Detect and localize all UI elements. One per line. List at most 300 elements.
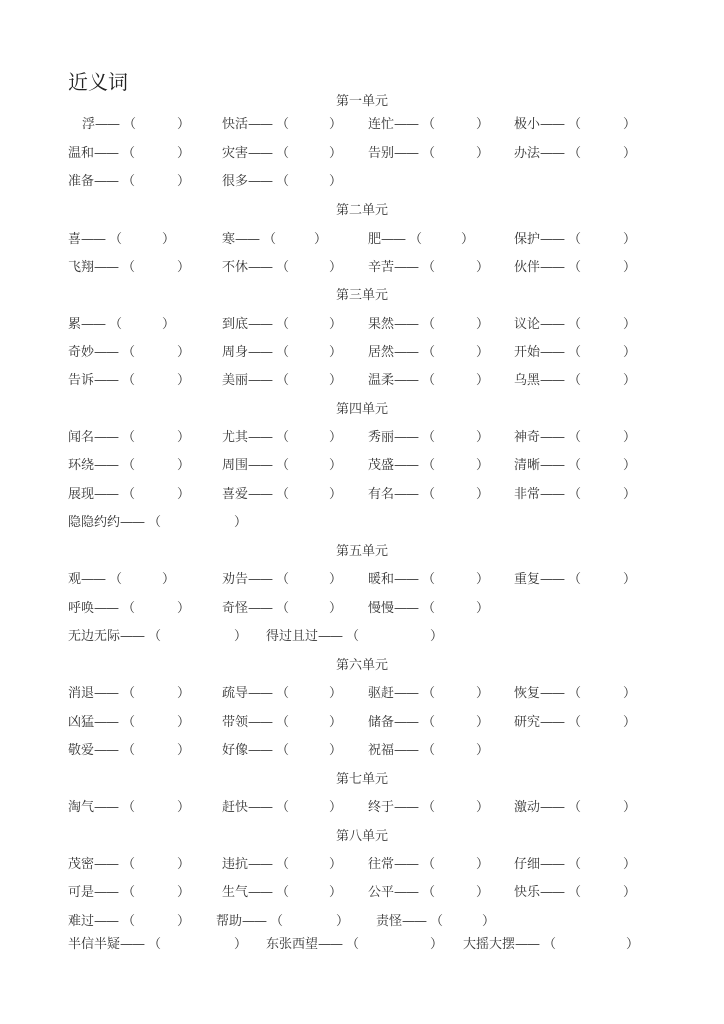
answer-blank-close: ） (430, 629, 444, 644)
answer-blank-close: ） (177, 146, 191, 161)
dash: —— (540, 487, 565, 502)
word: 果然 (368, 317, 395, 332)
answer-blank-open[interactable]: （ (122, 857, 136, 872)
answer-blank-close: ） (177, 458, 191, 473)
answer-blank-open[interactable]: （ (422, 117, 436, 132)
word: 有名 (368, 487, 395, 502)
answer-blank-open[interactable]: （ (422, 373, 436, 388)
answer-blank-close: ） (329, 885, 343, 900)
dash: —— (248, 317, 273, 332)
word: 大摇大摆 (463, 937, 516, 952)
word: 敬爱 (68, 743, 95, 758)
word: 闻名 (68, 430, 95, 445)
answer-blank-close: ） (476, 857, 490, 872)
answer-blank-open[interactable]: （ (276, 117, 290, 132)
answer-blank-close: ） (162, 232, 176, 247)
answer-blank-close: ） (623, 117, 637, 132)
synonym-item (368, 682, 494, 701)
word: 凶猛 (68, 715, 95, 730)
dash: —— (248, 686, 273, 701)
word: 展现 (68, 487, 95, 502)
answer-blank-close: ） (177, 885, 191, 900)
dash: —— (248, 458, 273, 473)
answer-blank-close: ） (329, 260, 343, 275)
synonym-item (514, 454, 641, 473)
synonym-item (376, 910, 500, 929)
word: 清晰 (514, 458, 541, 473)
answer-blank-open[interactable]: （ (109, 232, 123, 247)
dash: —— (120, 629, 145, 644)
synonym-item (222, 711, 347, 730)
answer-blank-open[interactable]: （ (422, 686, 436, 701)
synonym-item (68, 853, 195, 872)
answer-blank-open[interactable]: （ (568, 487, 582, 502)
answer-blank-open[interactable]: （ (122, 715, 136, 730)
answer-blank-close: ） (329, 572, 343, 587)
answer-blank-open[interactable]: （ (409, 232, 423, 247)
answer-blank-close: ） (623, 885, 637, 900)
synonym-item (368, 228, 479, 247)
word: 不休 (222, 260, 249, 275)
answer-blank-open[interactable]: （ (568, 146, 582, 161)
answer-blank-open[interactable]: （ (276, 715, 290, 730)
word: 温和 (68, 146, 95, 161)
answer-blank-open[interactable]: （ (276, 430, 290, 445)
answer-blank-open[interactable]: （ (122, 914, 136, 929)
answer-blank-open[interactable]: （ (422, 715, 436, 730)
answer-blank-close: ） (177, 345, 191, 360)
answer-blank-open[interactable]: （ (422, 260, 436, 275)
synonym-item (222, 568, 347, 587)
word: 责怪 (376, 914, 403, 929)
answer-blank-open[interactable]: （ (422, 317, 436, 332)
synonym-item (368, 142, 494, 161)
answer-blank-open[interactable]: （ (122, 458, 136, 473)
answer-blank-open[interactable]: （ (122, 686, 136, 701)
synonym-item (514, 341, 641, 360)
dash: —— (540, 373, 565, 388)
synonym-item (514, 568, 641, 587)
word: 乌黑 (514, 373, 541, 388)
answer-blank-close: ） (476, 458, 490, 473)
answer-blank-close: ） (336, 914, 350, 929)
synonym-item (222, 454, 347, 473)
unit-heading: 第三单元 (335, 288, 388, 303)
word: 喜 (68, 232, 82, 247)
answer-blank-close: ） (476, 117, 490, 132)
answer-blank-close: ） (461, 232, 475, 247)
word: 公平 (368, 885, 395, 900)
dash: —— (394, 487, 419, 502)
synonym-item (222, 228, 332, 247)
answer-blank-open[interactable]: （ (568, 857, 582, 872)
word: 快乐 (514, 885, 541, 900)
word: 神奇 (514, 430, 541, 445)
synonym-item (514, 256, 641, 275)
dash: —— (540, 800, 565, 815)
dash: —— (248, 174, 273, 189)
dash: —— (94, 430, 119, 445)
synonym-item (68, 454, 195, 473)
synonym-item (68, 142, 195, 161)
word: 呼唤 (68, 601, 95, 616)
synonym-item (222, 483, 347, 502)
answer-blank-close: ） (329, 174, 343, 189)
answer-blank-open[interactable]: （ (568, 458, 582, 473)
word: 浮 (82, 117, 96, 132)
answer-blank-open[interactable]: （ (122, 373, 136, 388)
word: 周身 (222, 345, 249, 360)
dash: —— (81, 232, 106, 247)
unit-heading: 第二单元 (335, 203, 388, 218)
answer-blank-close: ） (623, 345, 637, 360)
answer-blank-open[interactable]: （ (123, 117, 137, 132)
synonym-item (68, 256, 195, 275)
dash: —— (394, 345, 419, 360)
answer-blank-open[interactable]: （ (568, 715, 582, 730)
answer-blank-open[interactable]: （ (276, 572, 290, 587)
answer-blank-close: ） (329, 317, 343, 332)
dash: —— (540, 232, 565, 247)
answer-blank-close: ） (476, 885, 490, 900)
synonym-item (222, 256, 347, 275)
answer-blank-close: ） (430, 937, 444, 952)
synonym-item (368, 739, 494, 758)
unit-heading: 第一单元 (335, 94, 388, 109)
answer-blank-open[interactable]: （ (122, 430, 136, 445)
synonym-item (68, 341, 195, 360)
answer-blank-open[interactable]: （ (122, 885, 136, 900)
answer-blank-open[interactable]: （ (568, 373, 582, 388)
answer-blank-close: ） (329, 857, 343, 872)
answer-blank-close: ） (177, 914, 191, 929)
word: 得过且过 (266, 629, 319, 644)
synonym-item (368, 256, 494, 275)
answer-blank-close: ） (623, 430, 637, 445)
word: 快活 (222, 117, 249, 132)
answer-blank-open[interactable]: （ (122, 601, 136, 616)
answer-blank-close: ） (329, 686, 343, 701)
answer-blank-close: ） (623, 857, 637, 872)
answer-blank-close: ） (329, 601, 343, 616)
answer-blank-open[interactable]: （ (276, 857, 290, 872)
synonym-item (514, 682, 641, 701)
answer-blank-open[interactable]: （ (422, 487, 436, 502)
synonym-item (368, 597, 494, 616)
synonym-item (222, 682, 347, 701)
dash: —— (94, 800, 119, 815)
synonym-item (514, 796, 641, 815)
answer-blank-open[interactable]: （ (122, 345, 136, 360)
synonym-item (222, 796, 347, 815)
dash: —— (540, 117, 565, 132)
word: 开始 (514, 345, 541, 360)
dash: —— (394, 715, 419, 730)
dash: —— (235, 232, 260, 247)
answer-blank-open[interactable]: （ (276, 317, 290, 332)
answer-blank-open[interactable]: （ (276, 345, 290, 360)
dash: —— (248, 373, 273, 388)
answer-blank-open[interactable]: （ (568, 686, 582, 701)
answer-blank-open[interactable]: （ (148, 515, 162, 530)
dash: —— (94, 345, 119, 360)
word: 办法 (514, 146, 541, 161)
answer-blank-open[interactable]: （ (109, 317, 123, 332)
synonym-item (368, 853, 494, 872)
dash: —— (248, 743, 273, 758)
answer-blank-open[interactable]: （ (276, 174, 290, 189)
word: 告别 (368, 146, 395, 161)
answer-blank-close: ） (177, 260, 191, 275)
synonym-item (68, 881, 195, 900)
answer-blank-open[interactable]: （ (422, 800, 436, 815)
word: 茂盛 (368, 458, 395, 473)
synonym-item (368, 313, 494, 332)
answer-blank-open[interactable]: （ (422, 572, 436, 587)
synonym-item (68, 597, 195, 616)
dash: —— (248, 601, 273, 616)
dash: —— (94, 857, 119, 872)
answer-blank-open[interactable]: （ (276, 885, 290, 900)
answer-blank-open[interactable]: （ (276, 601, 290, 616)
synonym-item (68, 228, 180, 247)
answer-blank-close: ） (476, 572, 490, 587)
answer-blank-close: ） (177, 601, 191, 616)
answer-blank-close: ） (177, 857, 191, 872)
answer-blank-close: ） (162, 572, 176, 587)
dash: —— (248, 487, 273, 502)
answer-blank-open[interactable]: （ (276, 260, 290, 275)
dash: —— (94, 715, 119, 730)
dash: —— (394, 146, 419, 161)
answer-blank-close: ） (177, 800, 191, 815)
dash: —— (515, 937, 540, 952)
synonym-item (68, 933, 252, 952)
answer-blank-close: ） (482, 914, 496, 929)
word: 累 (68, 317, 82, 332)
dash: —— (540, 345, 565, 360)
word: 难过 (68, 914, 95, 929)
word: 连忙 (368, 117, 395, 132)
answer-blank-close: ） (314, 232, 328, 247)
word: 储备 (368, 715, 395, 730)
word: 到底 (222, 317, 249, 332)
answer-blank-close: ） (329, 430, 343, 445)
answer-blank-open[interactable]: （ (568, 572, 582, 587)
answer-blank-open[interactable]: （ (568, 885, 582, 900)
dash: —— (248, 117, 273, 132)
word: 隐隐约约 (68, 515, 121, 530)
answer-blank-close: ） (177, 743, 191, 758)
word: 保护 (514, 232, 541, 247)
answer-blank-open[interactable]: （ (422, 458, 436, 473)
answer-blank-open[interactable]: （ (276, 458, 290, 473)
answer-blank-open[interactable]: （ (568, 260, 582, 275)
synonym-item (463, 933, 644, 952)
word: 好像 (222, 743, 249, 758)
synonym-item (266, 933, 448, 952)
synonym-item (368, 881, 494, 900)
dash: —— (248, 800, 273, 815)
answer-blank-open[interactable]: （ (276, 743, 290, 758)
answer-blank-open[interactable]: （ (270, 914, 284, 929)
synonym-item (514, 426, 641, 445)
answer-blank-close: ） (177, 174, 191, 189)
dash: —— (94, 373, 119, 388)
synonym-item (222, 369, 347, 388)
synonym-item (68, 711, 195, 730)
synonym-item (68, 313, 180, 332)
answer-blank-close: ） (476, 601, 490, 616)
dash: —— (94, 458, 119, 473)
dash: —— (394, 260, 419, 275)
answer-blank-open[interactable]: （ (422, 857, 436, 872)
synonym-item (368, 796, 494, 815)
dash: —— (248, 430, 273, 445)
word: 尤其 (222, 430, 249, 445)
answer-blank-open[interactable]: （ (422, 885, 436, 900)
answer-blank-open[interactable]: （ (346, 937, 360, 952)
word: 研究 (514, 715, 541, 730)
answer-blank-close: ） (234, 515, 248, 530)
unit-heading: 第六单元 (335, 658, 388, 673)
answer-blank-close: ） (623, 800, 637, 815)
answer-blank-close: ） (476, 260, 490, 275)
dash: —— (94, 686, 119, 701)
unit-heading: 第五单元 (335, 544, 388, 559)
dash: —— (394, 373, 419, 388)
word: 寒 (222, 232, 236, 247)
answer-blank-open[interactable]: （ (122, 800, 136, 815)
synonym-item (368, 454, 494, 473)
answer-blank-open[interactable]: （ (148, 629, 162, 644)
dash: —— (248, 345, 273, 360)
synonym-item (222, 739, 347, 758)
dash: —— (94, 487, 119, 502)
word: 生气 (222, 885, 249, 900)
dash: —— (394, 885, 419, 900)
answer-blank-open[interactable]: （ (422, 430, 436, 445)
word: 带领 (222, 715, 249, 730)
synonym-item (222, 142, 347, 161)
word: 极小 (514, 117, 541, 132)
answer-blank-open[interactable]: （ (122, 743, 136, 758)
answer-blank-open[interactable]: （ (276, 800, 290, 815)
dash: —— (540, 885, 565, 900)
answer-blank-close: ） (234, 937, 248, 952)
synonym-item (514, 313, 641, 332)
answer-blank-close: ） (177, 715, 191, 730)
answer-blank-close: ） (476, 715, 490, 730)
word: 非常 (514, 487, 541, 502)
dash: —— (540, 686, 565, 701)
word: 告诉 (68, 373, 95, 388)
dash: —— (94, 914, 119, 929)
word: 茂密 (68, 857, 95, 872)
dash: —— (394, 317, 419, 332)
synonym-item (222, 113, 347, 132)
answer-blank-open[interactable]: （ (122, 260, 136, 275)
answer-blank-close: ） (476, 800, 490, 815)
word: 终于 (368, 800, 395, 815)
answer-blank-open[interactable]: （ (122, 146, 136, 161)
answer-blank-open[interactable]: （ (276, 487, 290, 502)
dash: —— (94, 260, 119, 275)
word: 半信半疑 (68, 937, 121, 952)
word: 驱赶 (368, 686, 395, 701)
answer-blank-close: ） (476, 430, 490, 445)
word: 温柔 (368, 373, 395, 388)
answer-blank-open[interactable]: （ (263, 232, 277, 247)
answer-blank-open[interactable]: （ (568, 317, 582, 332)
word: 疏导 (222, 686, 249, 701)
answer-blank-close: ） (476, 146, 490, 161)
answer-blank-close: ） (329, 373, 343, 388)
answer-blank-open[interactable]: （ (568, 345, 582, 360)
answer-blank-open[interactable]: （ (568, 430, 582, 445)
answer-blank-open[interactable]: （ (430, 914, 444, 929)
answer-blank-close: ） (177, 487, 191, 502)
answer-blank-close: ） (162, 317, 176, 332)
answer-blank-open[interactable]: （ (276, 686, 290, 701)
word: 奇妙 (68, 345, 95, 360)
answer-blank-close: ） (623, 572, 637, 587)
word: 肥 (368, 232, 382, 247)
dash: —— (540, 430, 565, 445)
dash: —— (94, 743, 119, 758)
synonym-item (68, 739, 195, 758)
answer-blank-open[interactable]: （ (276, 373, 290, 388)
synonym-item (368, 341, 494, 360)
dash: —— (394, 857, 419, 872)
answer-blank-open[interactable]: （ (568, 117, 582, 132)
synonym-item (266, 625, 448, 644)
answer-blank-open[interactable]: （ (109, 572, 123, 587)
answer-blank-open[interactable]: （ (276, 146, 290, 161)
word: 往常 (368, 857, 395, 872)
answer-blank-open[interactable]: （ (122, 174, 136, 189)
synonym-item (222, 170, 347, 189)
synonym-item (514, 711, 641, 730)
word: 奇怪 (222, 601, 249, 616)
dash: —— (248, 260, 273, 275)
dash: —— (248, 885, 273, 900)
word: 居然 (368, 345, 395, 360)
answer-blank-open[interactable]: （ (568, 800, 582, 815)
answer-blank-open[interactable]: （ (346, 629, 360, 644)
answer-blank-close: ） (329, 345, 343, 360)
answer-blank-close: ） (234, 629, 248, 644)
word: 观 (68, 572, 82, 587)
answer-blank-open[interactable]: （ (122, 487, 136, 502)
answer-blank-close: ） (623, 458, 637, 473)
answer-blank-open[interactable]: （ (568, 232, 582, 247)
answer-blank-close: ） (177, 373, 191, 388)
word: 仔细 (514, 857, 541, 872)
answer-blank-open[interactable]: （ (422, 601, 436, 616)
answer-blank-open[interactable]: （ (422, 345, 436, 360)
answer-blank-open[interactable]: （ (148, 937, 162, 952)
word: 很多 (222, 174, 249, 189)
answer-blank-close: ） (626, 937, 640, 952)
answer-blank-open[interactable]: （ (543, 937, 557, 952)
word: 秀丽 (368, 430, 395, 445)
word: 淘气 (68, 800, 95, 815)
word: 飞翔 (68, 260, 95, 275)
word: 消退 (68, 686, 95, 701)
answer-blank-open[interactable]: （ (422, 743, 436, 758)
answer-blank-open[interactable]: （ (422, 146, 436, 161)
